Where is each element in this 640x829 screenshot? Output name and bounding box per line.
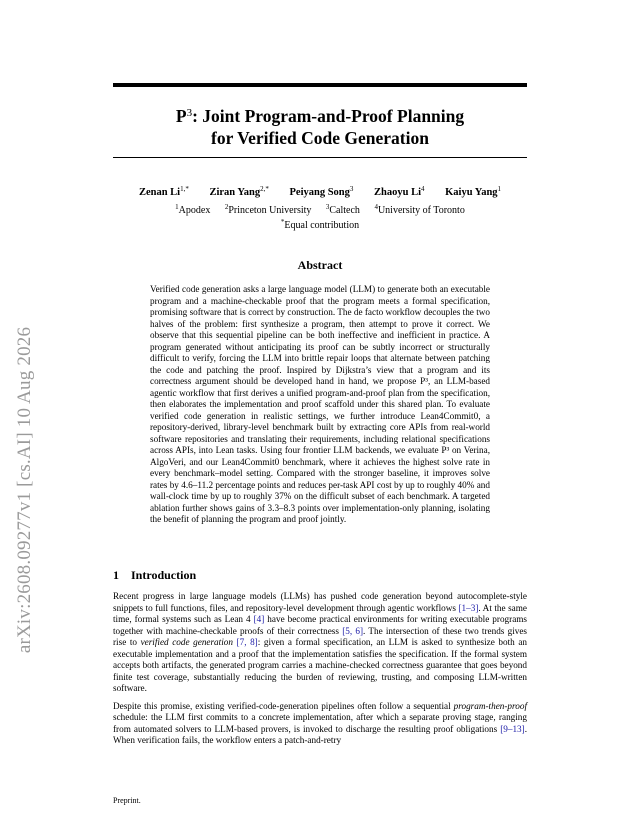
preprint-footer: Preprint. xyxy=(113,796,141,805)
author: Peiyang Song$^3$ xyxy=(289,185,354,198)
author: Zenan $Li^{1,*}$ xyxy=(138,185,189,198)
abstract-body: Verified code generation asks a large language model (LLM) to generate both an executable program and a machine-checkable proof that the program meets a formal specification, promising software that is correct by construction. The de facto workflow decouples the two halves of the problem: first synthesize a program, then attempt to prove it correct. We observe that this sequential pipeline can be both ineffective and inefficient in practice. A program generated without anticipating its proof can be subtly incorrect or structurally difficult to verify, forcing the LLM into brittle repair loops that alternate between patching the code and patching the proof. Inspired by Dijkstra’s view that a program and its correctness argument should be developed hand in hand, we propose P³, an LLM-based agentic workflow that first derives a unified program-and-proof plan from the specification, then elaborates the implementation and proof scaffold under this shared plan. To evaluate verified code generation in realistic settings, we further introduce Lean4Commit0, a repository-derived, library-level benchmark built by extracting core APIs from real-world software repositories and translating their requirements, including relational specifications across APIs, into Lean tasks. Using four frontier LLM backends, we evaluate P³ on Verina, AlgoVeri, and our Lean4Commit0 benchmark, where it achieves the highest solve rate in every benchmark–model setting. Compared with the stronger baseline, it improves solve rates by 4.6–11.2 percentage points and reduces per-task API cost by up to roughly 40% and wall-clock time by up to roughly 37% on the difficult subset of each benchmark. A targeted ablation further shows gains of 3.3–8.3 points over implementation-only planning, isolating the benefit of planning the program and proof jointly. xyxy=(150,284,490,524)
emphasis: program-then-proof xyxy=(453,700,527,711)
intro-paragraph-2: Despite this promise, existing verified-code-generation pipelines often follow a sequential program-then-proof schedule: the LLM first commits to a concrete implementation, after which a separate proving stage, ranging from automated solvers to LLM-based provers, is invoked to discharge the resulting proof obligations [9–13]. When verification fails, the workflow enters a patch-and-retry xyxy=(113,700,527,745)
citation-link[interactable]: [7, 8] xyxy=(236,637,258,647)
section-number: 1 xyxy=(113,568,119,582)
author: Kaiyu Yang$^1$ xyxy=(445,185,502,198)
affiliation: $^1$Apodex xyxy=(175,203,211,216)
intro-paragraph-1: Recent progress in large language models (LLMs) has pushed code generation beyond autocomplete-style snippets to full functions, files, and repository-level development through agentic workflows [1–3]. At the same time, formal systems such as Lean 4 [4] have become practical environments for writing executable programs together with machine-checkable proofs of their correctness [5, 6]. The intersection of these two trends gives rise to verified code generation [7, 8]: given a formal specification, an LLM is asked to synthesize both an executable implementation and a proof that the implementation satisfies the specification. If the formal system accepts both artifacts, the generated program carries a machine-checked correctness guarantee that goes beyond finite test coverage, substantially reducing the burden of reviewing, trusting, and composing LLM-written software. xyxy=(113,591,528,693)
citation-link[interactable]: [1–3] xyxy=(458,602,479,613)
title-bottom-rule xyxy=(113,157,527,158)
citation-link[interactable]: [5, 6] xyxy=(342,625,364,636)
abstract-heading: Abstract xyxy=(297,258,343,272)
affiliation-list xyxy=(113,203,527,216)
introduction-body xyxy=(113,591,527,753)
equal-contribution-note: *Equal contribution xyxy=(280,218,360,231)
title-line-1: $P^3$: Joint Program-and-Proof Planning xyxy=(175,106,465,126)
arxiv-identifier xyxy=(6,300,44,680)
title-line-2: for Verified Code Generation xyxy=(211,128,429,148)
author-list xyxy=(113,185,527,198)
arxiv-identifier-text: arXiv:2608.09277v1 [cs.AI] 10 Aug 2026 xyxy=(14,326,35,654)
section-heading xyxy=(113,568,196,583)
author: Zhaoyu Li$^4$ xyxy=(374,185,425,198)
author: Ziran Yang$^{2,*}$ xyxy=(209,185,269,198)
paper-title xyxy=(113,102,527,149)
citation-link[interactable]: [4] xyxy=(253,614,265,624)
affiliation: $^4$University of Toronto xyxy=(374,203,465,216)
section-title: Introduction xyxy=(131,568,197,582)
affiliation: $^2$Princeton University xyxy=(224,203,312,216)
emphasis: verified code generation xyxy=(140,637,233,647)
title-top-rule xyxy=(113,83,527,87)
citation-link[interactable]: [9–13] xyxy=(500,723,525,734)
affiliation: $^3$Caltech xyxy=(325,203,360,216)
